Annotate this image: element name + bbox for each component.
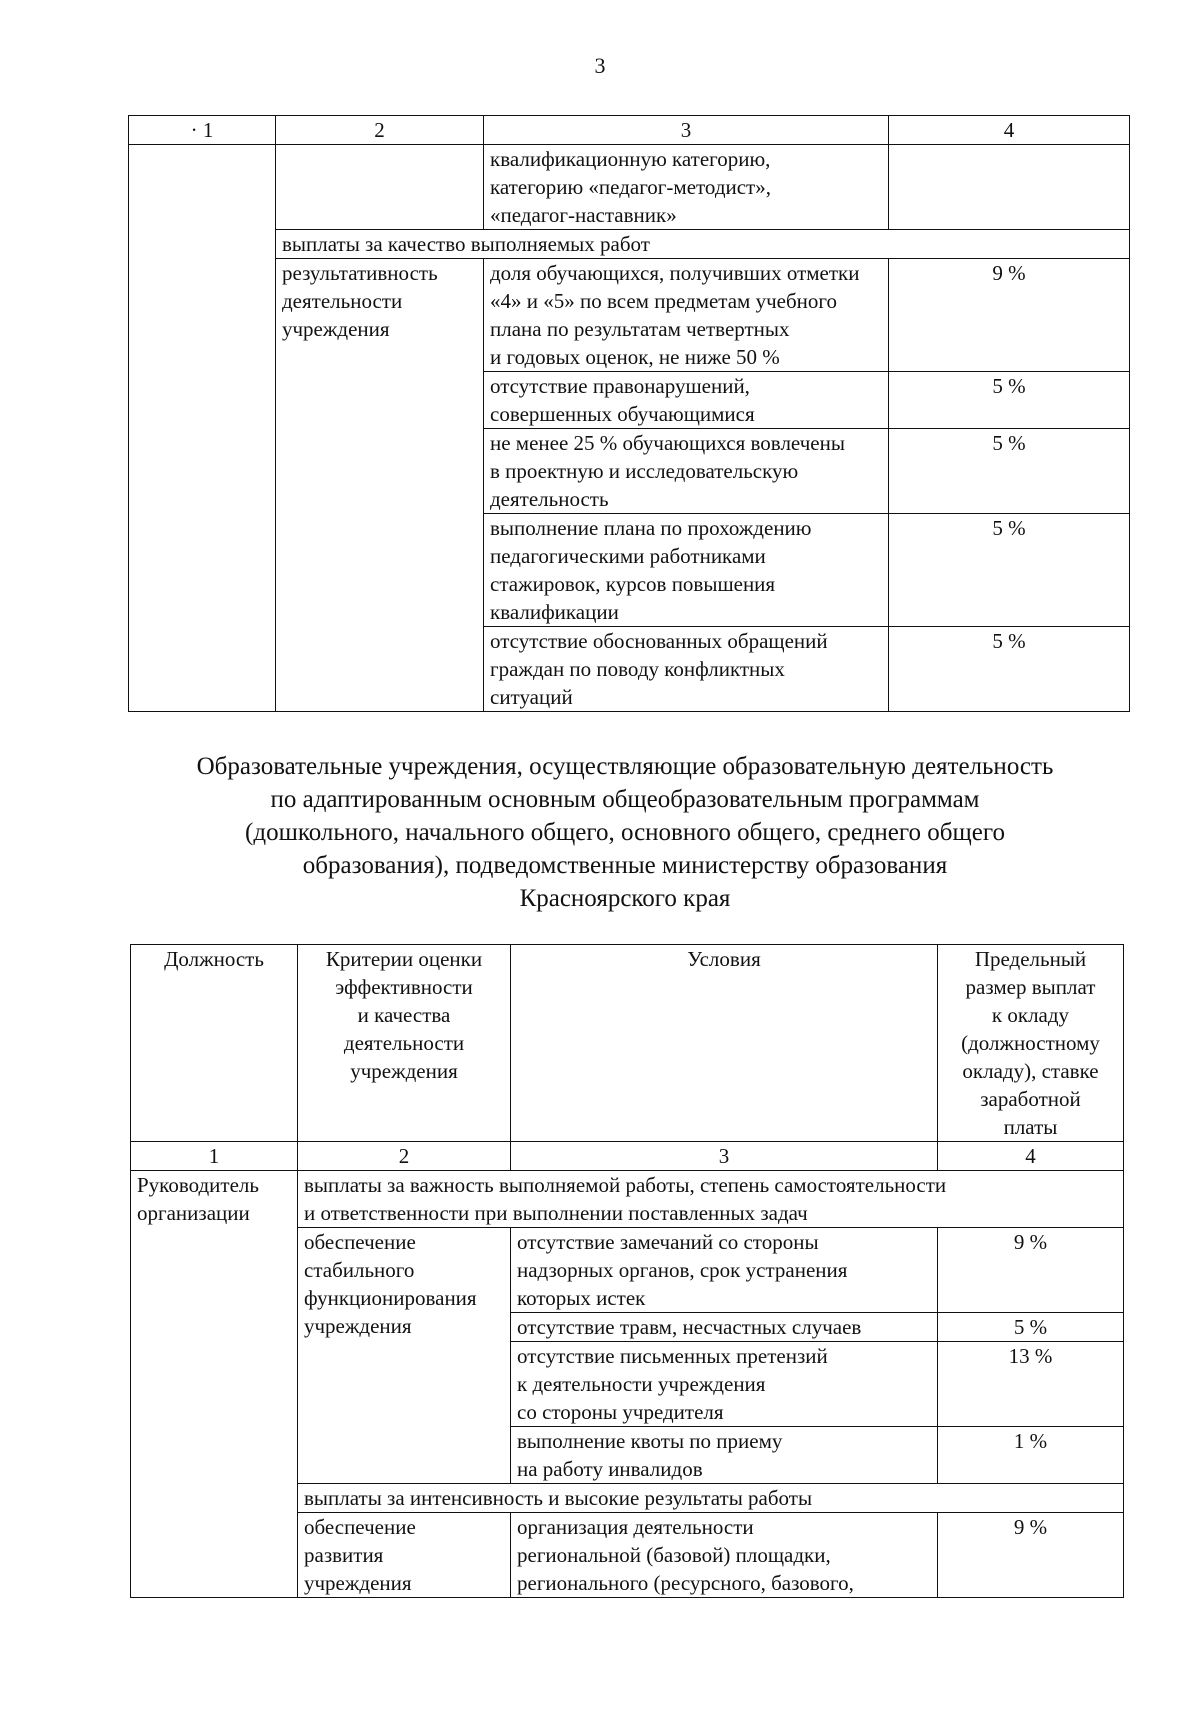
value-cell: 5 % [938, 1313, 1124, 1342]
criterion-cell: результативность деятельности учреждения [276, 259, 484, 712]
conditions-cell: отсутствие обоснованных обращений граждан по поводу конфликтных ситуаций [484, 627, 889, 712]
value-cell: 9 % [938, 1228, 1124, 1313]
column-numbers-row [131, 1142, 1124, 1171]
conditions-cell: организация деятельности региональной (базовой) площадки, регионального (ресурсного, базового, [511, 1513, 938, 1598]
value-cell: 5 % [889, 372, 1130, 429]
section-title: выплаты за качество выполняемых работ [276, 230, 1130, 259]
conditions-cell: отсутствие письменных претензий к деятельности учреждения со стороны учредителя [511, 1342, 938, 1427]
column-number-1: · 1 [129, 116, 276, 145]
criterion-cell: обеспечение стабильного функционирования учреждения [298, 1228, 511, 1484]
section-heading: Образовательные учреждения, осуществляющие образовательную деятельность по адаптированным основным общеобразовательным программам (дошкольного, начального общего, основного общего, среднего общего образования), подведомственные министерству образования Красноярского края [196, 753, 1054, 912]
header-position: Должность [131, 945, 298, 1142]
position-cell-empty [129, 145, 276, 712]
conditions-cell: не менее 25 % обучающихся вовлечены в проектную и исследовательскую деятельность [484, 429, 889, 514]
conditions-cell: выполнение квоты по приему на работу инвалидов [511, 1427, 938, 1484]
table-header-row [131, 945, 1124, 1142]
section-row [131, 1171, 1124, 1228]
header-criteria: Критерии оценки эффективности и качества деятельности учреждения [298, 945, 511, 1142]
value-cell: 5 % [889, 429, 1130, 514]
column-number-1: 1 [131, 1142, 298, 1171]
conditions-cell: отсутствие правонарушений, совершенных обучающимися [484, 372, 889, 429]
column-number-2: 2 [298, 1142, 511, 1171]
conditions-cell: доля обучающихся, получивших отметки «4» и «5» по всем предметам учебного плана по результатам четвертных и годовых оценок, не ниже 50 % [484, 259, 889, 372]
position-cell: Руководитель организации [131, 1171, 298, 1598]
conditions-cell: отсутствие травм, несчастных случаев [511, 1313, 938, 1342]
column-number-3: 3 [511, 1142, 938, 1171]
value-cell: 5 % [889, 514, 1130, 627]
header-conditions: Условия [511, 945, 938, 1142]
header-max-payment: Предельный размер выплат к окладу (должностному окладу), ставке заработной платы [938, 945, 1124, 1142]
column-number-3: 3 [484, 116, 889, 145]
criterion-cell: обеспечение развития учреждения [298, 1513, 511, 1598]
conditions-cell: квалификационную категорию, категорию «педагог-методист», «педагог-наставник» [484, 145, 889, 230]
value-cell: 9 % [889, 259, 1130, 372]
section-row [129, 230, 1130, 259]
column-number-2: 2 [276, 116, 484, 145]
criteria-table-continuation [128, 115, 1130, 712]
value-cell: 13 % [938, 1342, 1124, 1427]
criteria-table [130, 944, 1124, 1598]
value-cell: 5 % [889, 627, 1130, 712]
section-title: выплаты за важность выполняемой работы, степень самостоятельности и ответственности при выполнении поставленных задач [298, 1171, 1124, 1228]
value-cell: 1 % [938, 1427, 1124, 1484]
table-row [129, 259, 1130, 372]
column-number-4: 4 [889, 116, 1130, 145]
conditions-cell: отсутствие замечаний со стороны надзорных органов, срок устранения которых истек [511, 1228, 938, 1313]
value-cell: 9 % [938, 1513, 1124, 1598]
page-number: 3 [594, 53, 606, 78]
value-cell-empty [889, 145, 1130, 230]
conditions-cell: выполнение плана по прохождению педагогическими работниками стажировок, курсов повышения квалификации [484, 514, 889, 627]
criterion-cell-empty [276, 145, 484, 230]
section-title: выплаты за интенсивность и высокие результаты работы [298, 1484, 1124, 1513]
column-number-4: 4 [938, 1142, 1124, 1171]
table-row [129, 145, 1130, 230]
table-header-row [129, 116, 1130, 145]
